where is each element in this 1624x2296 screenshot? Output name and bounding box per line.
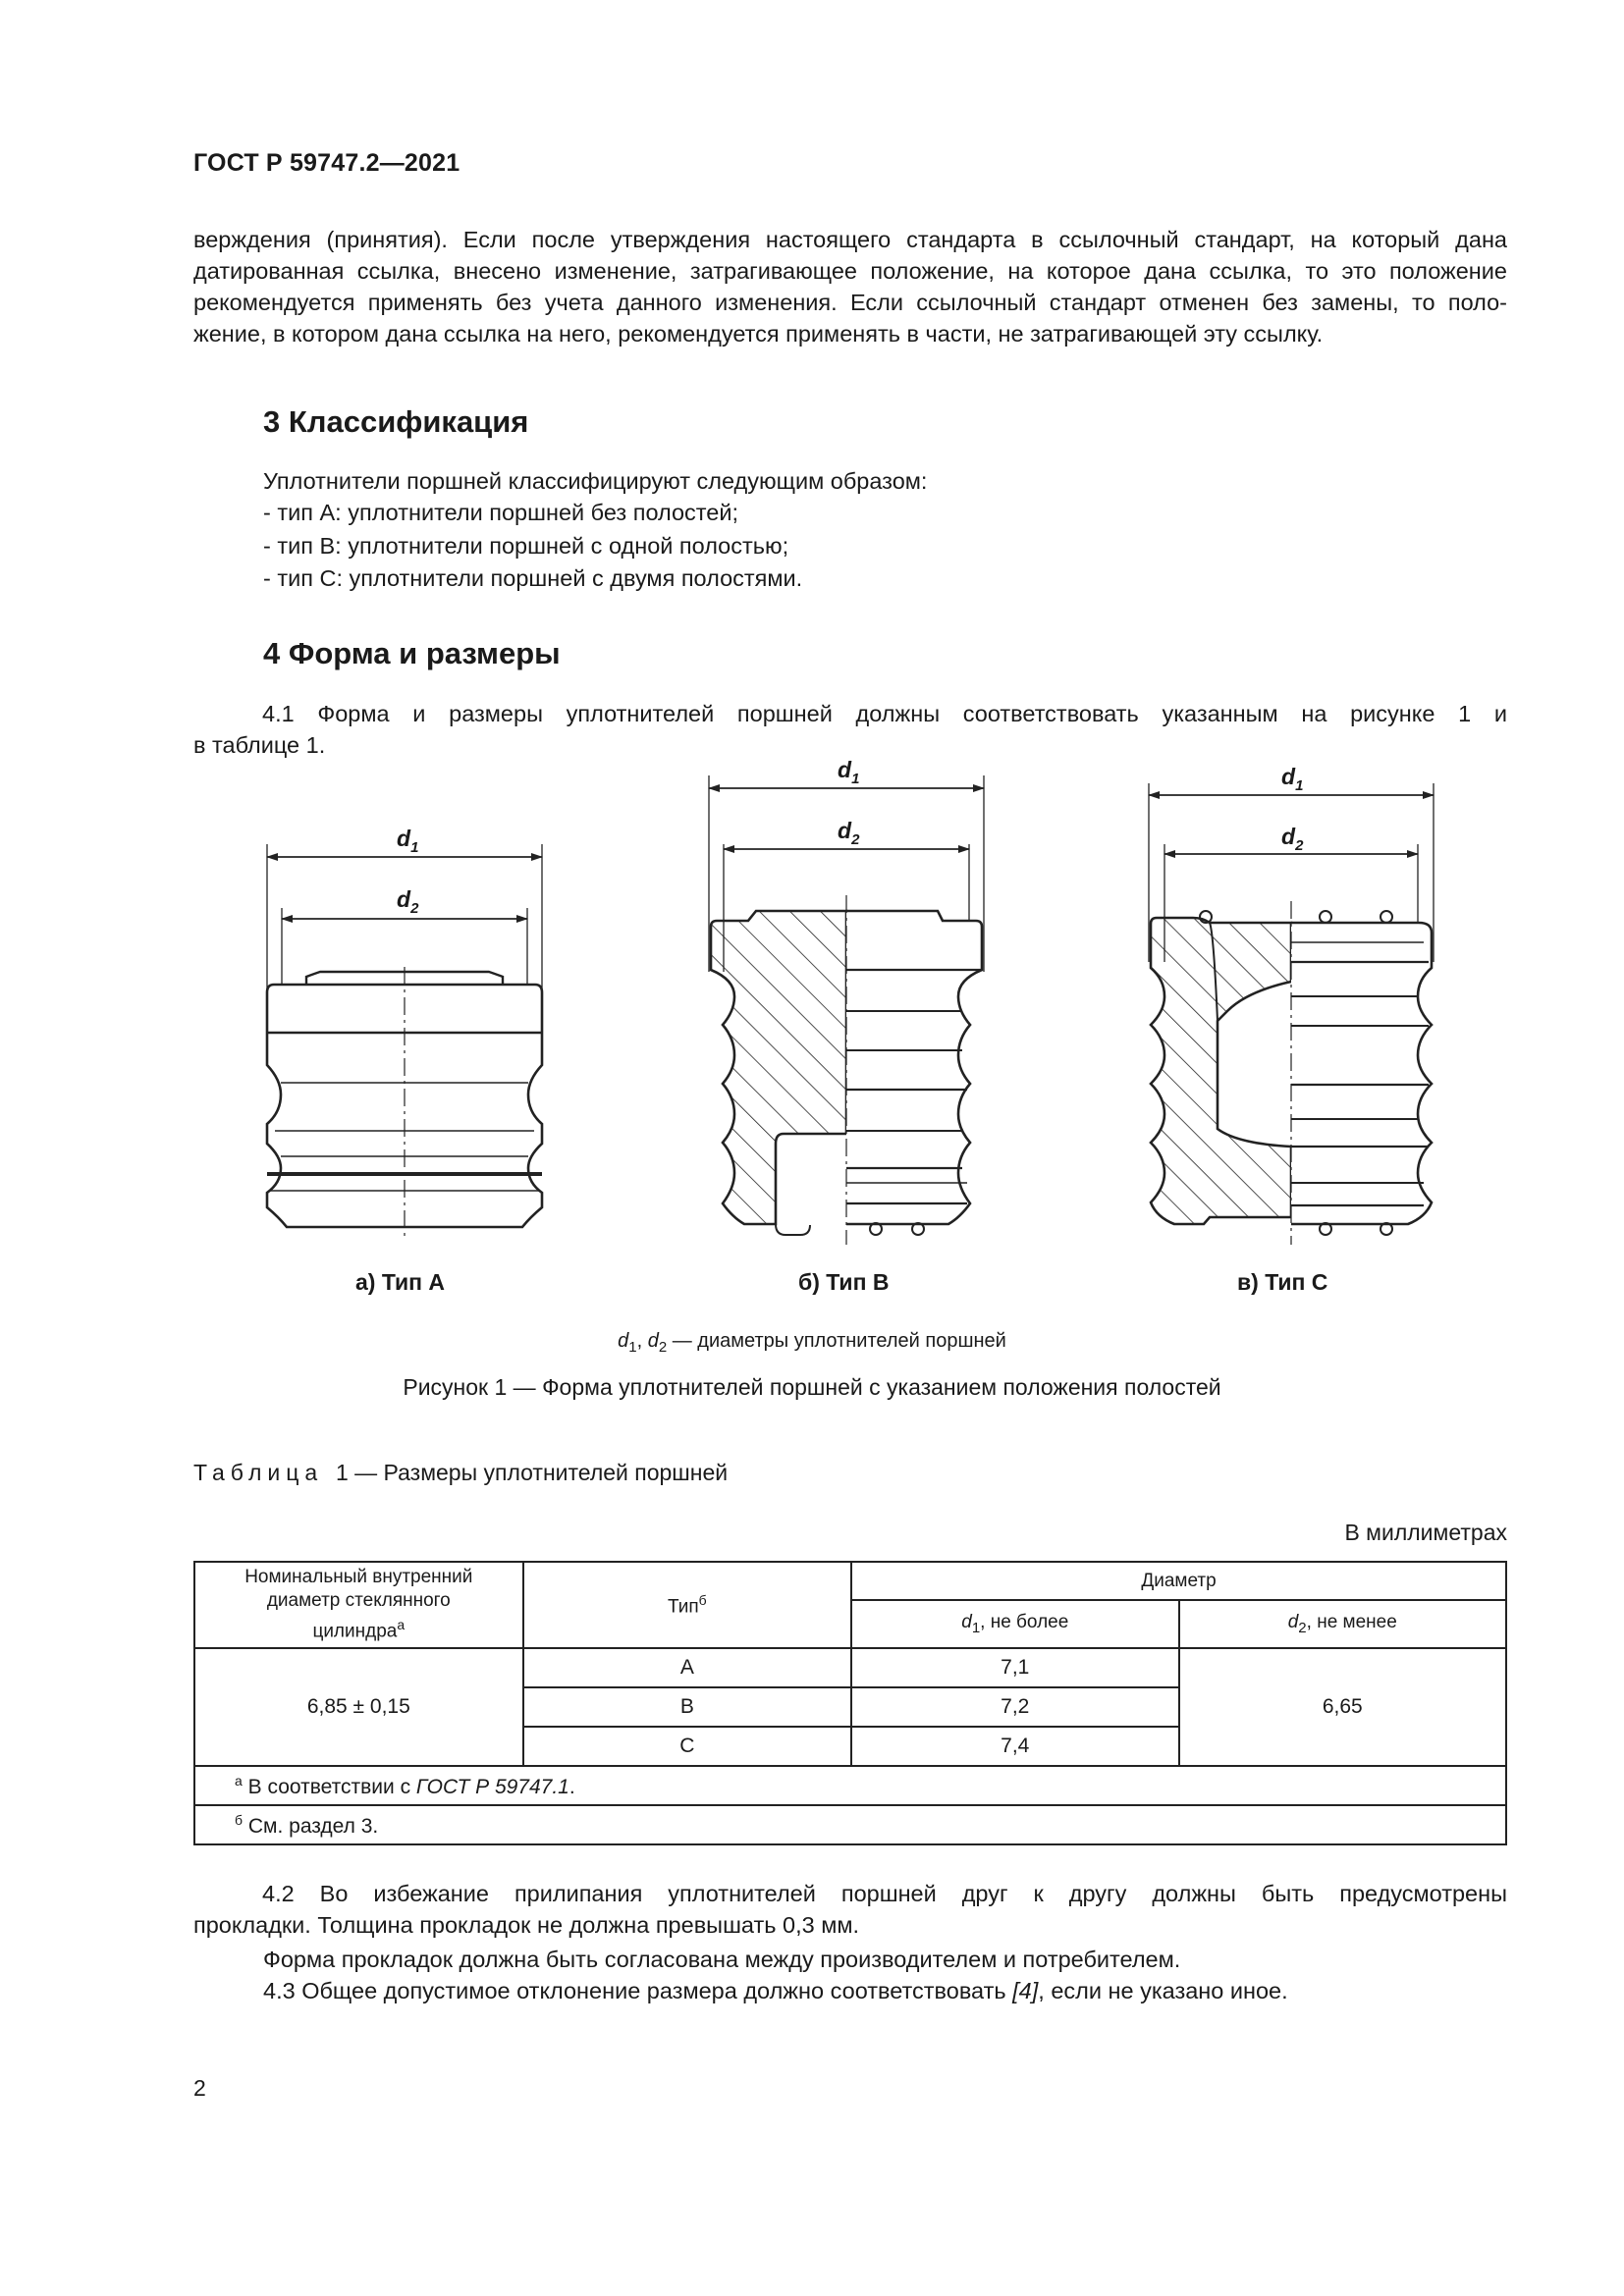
cell-d2-value: 6,65	[1179, 1648, 1506, 1766]
paragraph-4-2-line-1: 4.2 Во избежание прилипания уплотнителей поршней друг к другу должны быть предусмотрены	[262, 1881, 1507, 1906]
cell-nominal-value: 6,85 ± 0,15	[194, 1648, 523, 1766]
document-id: ГОСТ Р 59747.2—2021	[193, 149, 460, 177]
cell-type: С	[523, 1727, 851, 1766]
caption-type-b: б) Тип В	[798, 1269, 890, 1295]
section-3-title: 3 Классификация	[263, 404, 529, 439]
section-3-lead: Уплотнители поршней классифицируют следующим образом:	[263, 468, 928, 494]
caption-type-a: а) Тип А	[355, 1269, 446, 1295]
page-number: 2	[193, 2075, 206, 2101]
paragraph-4-3: 4.3 Общее допустимое отклонение размера должно соответствовать [4], если не указано иное.	[263, 1978, 1288, 2003]
header-diameter: Диаметр	[851, 1562, 1506, 1600]
cell-d1: 7,1	[851, 1648, 1178, 1687]
header-type: Тип$^б$	[523, 1562, 851, 1648]
paragraph-4-2-line-2: прокладки. Толщина прокладок не должна превышать 0,3 мм.	[193, 1912, 860, 1938]
label-d2-type-b: $d_2$	[838, 818, 860, 848]
label-d1-type-b: $d_1$	[838, 757, 860, 787]
label-d1-type-c: $d_1$	[1281, 764, 1304, 794]
intro-line-1: верждения (принятия). Если после утверждения настоящего стандарта в ссылочный стандарт, на который дана	[193, 227, 1507, 252]
header-nominal-diameter: Номинальный внутренний диаметр стеклянного цилиндра$^а$	[194, 1562, 523, 1648]
table-footnote-row	[194, 1805, 1506, 1844]
header-d1: $d_1$, не более	[851, 1600, 1178, 1648]
label-d2-type-c: $d_2$	[1281, 824, 1304, 854]
footnote-b: $^б$ См. раздел 3.	[194, 1805, 1506, 1844]
paragraph-4-1-line-2: в таблице 1.	[193, 732, 326, 758]
cell-d1: 7,2	[851, 1687, 1178, 1727]
intro-line-3: рекомендуется применять без учета данного изменения. Если ссылочный стандарт отменен без замены, то поло-	[193, 290, 1507, 315]
cell-type: А	[523, 1648, 851, 1687]
caption-type-c: в) Тип С	[1237, 1269, 1328, 1295]
table-header-row	[194, 1562, 1506, 1600]
section-4-title: 4 Форма и размеры	[263, 636, 561, 670]
cell-type: В	[523, 1687, 851, 1727]
figure-title: Рисунок 1 — Форма уплотнителей поршней с указанием положения полостей	[403, 1374, 1221, 1400]
table-row	[194, 1648, 1506, 1687]
seal-type-c-drawing	[1149, 783, 1434, 1245]
dimensions-table	[193, 1561, 1507, 1845]
section-3-item: - тип С: уплотнители поршней с двумя полостями.	[263, 565, 803, 591]
header-d2: $d_2$, не менее	[1179, 1600, 1506, 1648]
table-footnote-row	[194, 1766, 1506, 1805]
section-3-item: - тип В: уплотнители поршней с одной полостью;	[263, 533, 789, 559]
intro-line-4: жение, в котором дана ссылка на него, рекомендуется применять в части, не затрагивающей эту ссылку.	[193, 321, 1324, 347]
table-units: В миллиметрах	[1344, 1520, 1507, 1545]
label-d2-type-a: $d_2$	[397, 886, 419, 917]
section-3-item: - тип А: уплотнители поршней без полостей;	[263, 500, 739, 525]
label-d1-type-a: $d_1$	[397, 826, 419, 856]
figure-legend: $d_1$, $d_2$ — диаметры уплотнителей поршней	[618, 1330, 1006, 1356]
seal-type-b-drawing	[709, 775, 984, 1245]
footnote-a: $^а$ В соответствии с ГОСТ Р 59747.1.	[194, 1766, 1506, 1805]
table-caption: Таблица 1 — Размеры уплотнителей поршней	[193, 1460, 729, 1485]
intro-line-2: датированная ссылка, внесено изменение, затрагивающее положение, на которое дана ссылка, то это положение	[193, 258, 1507, 284]
paragraph-4-1-line-1: 4.1 Форма и размеры уплотнителей поршней должны соответствовать указанным на рисунке 1 и	[262, 701, 1507, 726]
paragraph-4-2-line-3: Форма прокладок должна быть согласована между производителем и потребителем.	[263, 1947, 1181, 1972]
cell-d1: 7,4	[851, 1727, 1178, 1766]
